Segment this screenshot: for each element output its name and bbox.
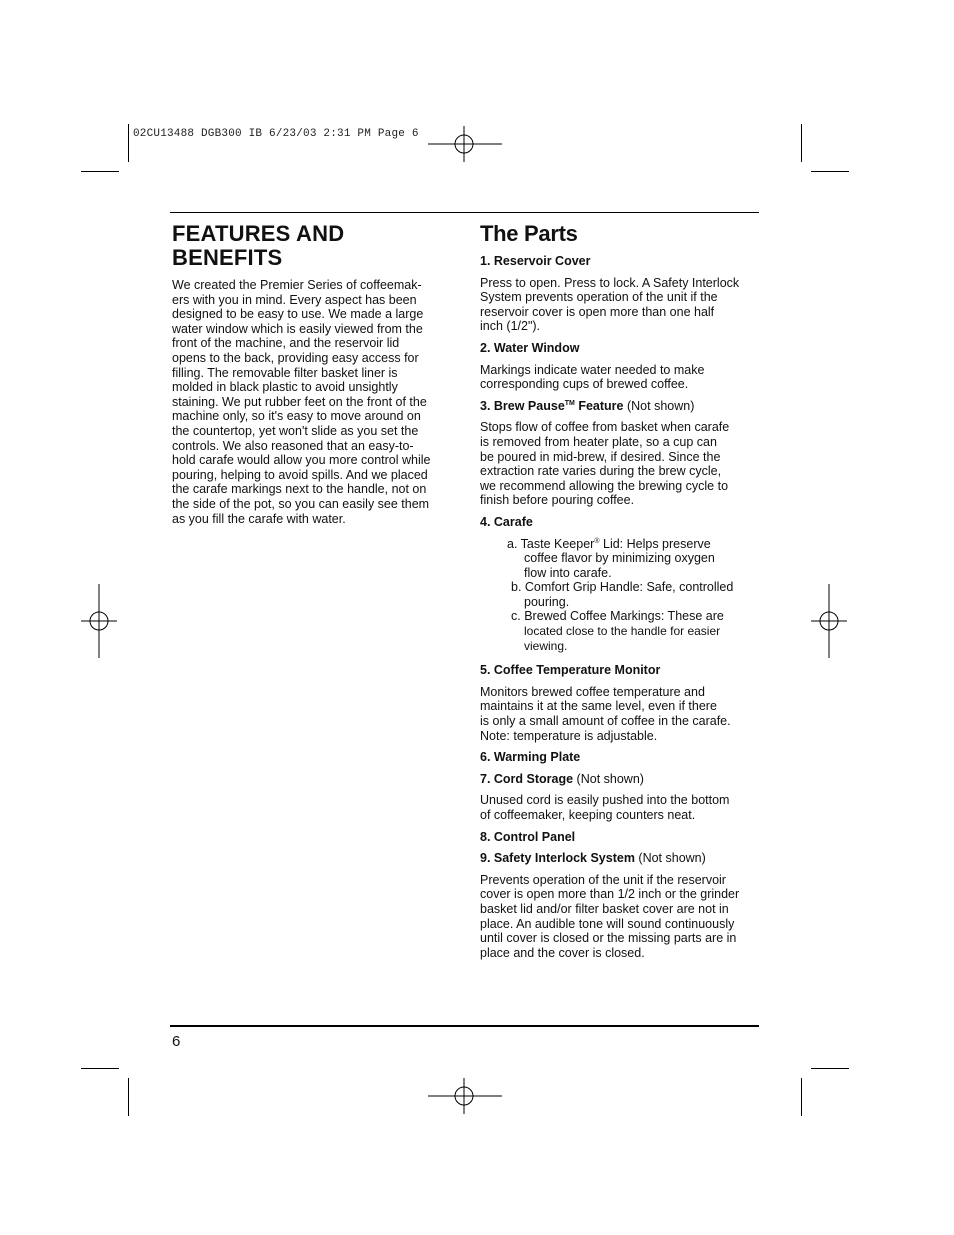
item4b-continuation: pouring.: [524, 594, 570, 609]
item3-line: finish before pouring coffee.: [480, 493, 635, 508]
features-line: staining. We put rubber feet on the front of the: [172, 394, 427, 409]
item5-line: is only a small amount of coffee in the carafe.: [480, 714, 731, 729]
features-line: hold carafe would allow you more control while: [172, 453, 431, 468]
item3-label: [480, 399, 762, 414]
item1-line: reservoir cover is open more than one half: [480, 304, 715, 319]
features-line: machine only, so it's easy to move around on: [172, 409, 421, 424]
item9-line: cover is open more than 1/2 inch or the grinder: [480, 887, 740, 902]
item3-text: [480, 420, 762, 508]
item4-label: 4. Carafe: [480, 514, 533, 529]
item1-line: Press to open. Press to lock. A Safety Interlock: [480, 275, 740, 290]
parts-column: [480, 222, 762, 967]
item1-label: 1. Reservoir Cover: [480, 254, 591, 268]
crop-mark-bottom-left-vertical: [128, 1078, 129, 1116]
item4a-prefix: a. Taste Keeper: [507, 536, 595, 551]
item9-note: (Not shown): [634, 851, 706, 866]
item2-text: [480, 363, 762, 392]
features-heading-line2: BENEFITS: [172, 245, 283, 270]
features-heading-line1: FEATURES AND: [172, 221, 345, 246]
registration-line-bottom: [428, 1095, 502, 1097]
registration-mark-right: [811, 584, 847, 658]
features-line: the carafe markings next to the handle, not on: [172, 482, 427, 497]
features-line: molded in black plastic to avoid unsightly: [172, 380, 398, 395]
item3-label-feature: Feature: [574, 398, 624, 413]
item1-text: [480, 276, 762, 334]
item3-line: extraction rate varies during the brew cycle,: [480, 464, 722, 479]
trademark-symbol: TM: [564, 399, 575, 407]
item5-label: 5. Coffee Temperature Monitor: [480, 663, 661, 678]
item5-line: Note: temperature is adjustable.: [480, 728, 658, 743]
features-line: as you fill the carafe with water.: [172, 511, 346, 526]
item7-text: [480, 793, 762, 822]
features-line: water window which is easily viewed from the: [172, 321, 423, 336]
item5-line: Monitors brewed coffee temperature and: [480, 684, 705, 699]
features-heading: [172, 222, 454, 270]
crop-mark-top-left-horizontal: [81, 171, 119, 172]
crop-mark-top-right-horizontal: [811, 171, 849, 172]
top-rule: [170, 212, 759, 213]
item2-line: corresponding cups of brewed coffee.: [480, 377, 689, 392]
item9-label: [480, 851, 762, 866]
item3-line: Stops flow of coffee from basket when carafe: [480, 420, 730, 435]
item5-line: maintains it at the same level, even if there: [480, 699, 717, 714]
item2-line: Markings indicate water needed to make: [480, 362, 705, 377]
item3-line: we recommend allowing the brewing cycle to: [480, 478, 729, 493]
parts-heading: The Parts: [480, 221, 578, 246]
registration-line-top: [428, 143, 502, 145]
crop-mark-bottom-right-horizontal: [811, 1068, 849, 1069]
features-line: front of the machine, and the reservoir lid: [172, 336, 400, 351]
crop-mark-top-left-vertical: [128, 124, 129, 162]
bottom-rule: [170, 1025, 759, 1027]
item7-note: (Not shown): [573, 771, 644, 786]
features-column: [172, 222, 454, 526]
item7-label: [480, 772, 762, 787]
features-body: [172, 278, 454, 526]
item3-line: be poured in mid-brew, if desired. Since the: [480, 449, 721, 464]
item4a-rest: Lid: Helps preserve: [599, 536, 711, 551]
item4a: [480, 537, 762, 552]
registered-symbol: ®: [594, 537, 600, 545]
item7-label-name: 7. Cord Storage: [480, 771, 574, 786]
item5-text: [480, 685, 762, 743]
item7-line: of coffeemaker, keeping counters neat.: [480, 808, 696, 822]
features-line: opens to the back, providing easy access for: [172, 350, 419, 365]
features-line: controls. We also reasoned that an easy-to-: [172, 438, 414, 453]
item9-text: [480, 873, 762, 961]
features-line: designed to be easy to use. We made a large: [172, 307, 424, 322]
item4a-continuation: flow into carafe.: [524, 565, 612, 580]
features-line: We created the Premier Series of coffeemak-: [172, 278, 422, 292]
features-line: pouring, helping to avoid spills. And we placed: [172, 467, 428, 482]
crop-mark-bottom-left-horizontal: [81, 1068, 119, 1069]
page-number: 6: [172, 1033, 181, 1050]
item3-note: (Not shown): [623, 398, 695, 413]
item6-label: 6. Warming Plate: [480, 750, 581, 765]
crop-mark-top-right-vertical: [801, 124, 802, 162]
item9-line: basket lid and/or filter basket cover are not in: [480, 901, 729, 916]
item9-line: until cover is closed or the missing parts are in: [480, 931, 737, 946]
item4b: b. Comfort Grip Handle: Safe, controlled: [511, 580, 734, 595]
item9-line: Prevents operation of the unit if the reservoir: [480, 872, 726, 887]
item8-label: 8. Control Panel: [480, 829, 576, 844]
crop-mark-bottom-right-vertical: [801, 1078, 802, 1116]
features-line: ers with you in mind. Every aspect has been: [172, 292, 417, 307]
features-line: filling. The removable filter basket liner is: [172, 365, 398, 380]
item4-subitems: [480, 537, 762, 654]
item4c-continuation: located close to the handle for easier: [524, 624, 721, 639]
item9-line: place and the cover is closed.: [480, 945, 645, 960]
registration-mark-left: [81, 584, 117, 658]
item7-line: Unused cord is easily pushed into the bottom: [480, 793, 730, 808]
print-slug: 02CU13488 DGB300 IB 6/23/03 2:31 PM Page 6: [133, 128, 419, 140]
item3-label-name: 3. Brew Pause: [480, 398, 565, 413]
item1-line: System prevents operation of the unit if the: [480, 290, 718, 305]
item3-line: is removed from heater plate, so a cup can: [480, 434, 717, 449]
features-line: the side of the pot, so you can easily see them: [172, 496, 430, 511]
item9-line: place. An audible tone will sound continuously: [480, 916, 735, 931]
item4a-continuation: coffee flavor by minimizing oxygen: [524, 551, 715, 566]
item4c-continuation: viewing.: [524, 638, 568, 653]
item1-line: inch (1/2").: [480, 319, 541, 334]
item2-label: 2. Water Window: [480, 340, 580, 355]
item4c: c. Brewed Coffee Markings: These are: [511, 609, 724, 624]
features-line: the countertop, yet won't slide as you set the: [172, 423, 419, 438]
item9-label-name: 9. Safety Interlock System: [480, 851, 635, 866]
